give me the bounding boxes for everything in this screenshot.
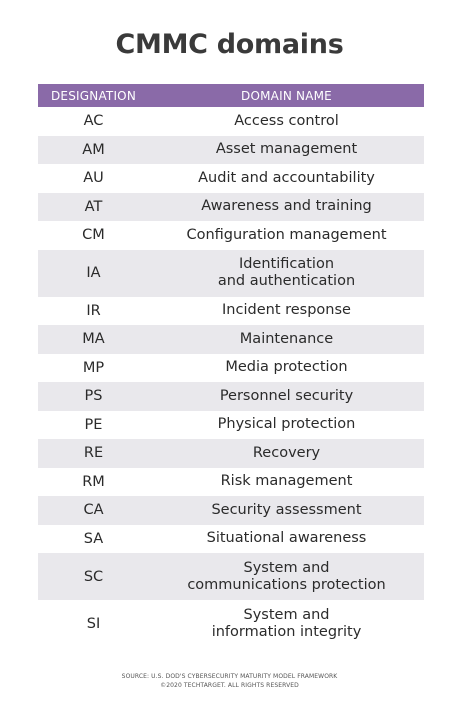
designation-cell: CA (83, 502, 104, 519)
source-note (0, 672, 459, 690)
domain-name-line: Incident response (222, 302, 351, 319)
domain-name-line: Maintenance (239, 330, 334, 347)
domain-name-line: communications protection (187, 576, 386, 593)
designation-cell: SC (83, 568, 104, 585)
domain-name-line: Configuration management (186, 226, 387, 243)
domain-name-cell (149, 302, 424, 319)
table-row (38, 250, 424, 297)
table-row (38, 439, 424, 468)
table-row (38, 411, 424, 440)
domain-name-cell (149, 198, 424, 215)
domain-name-line: Recovery (252, 444, 321, 461)
designation-cell: PE (84, 416, 103, 433)
designation-cell: IA (86, 265, 101, 281)
domain-name-cell (149, 256, 424, 290)
domain-name-cell (149, 473, 424, 490)
domain-name-cell (149, 141, 424, 158)
designation-cell: PS (84, 388, 103, 405)
table-row (38, 600, 424, 647)
designation-cell: IR (86, 302, 101, 319)
header-domain-name: DOMAIN NAME (241, 88, 332, 103)
designation-cell: AM (82, 141, 105, 158)
domain-name-line: Access control (234, 112, 339, 129)
table-row (38, 325, 424, 354)
designation-cell: MP (82, 359, 105, 376)
page-title: CMMC domains (115, 29, 344, 60)
table-body (38, 107, 424, 647)
domain-name-line: Situational awareness (206, 530, 367, 547)
designation-cell: SI (86, 615, 101, 632)
domain-name-cell (149, 416, 424, 433)
domain-name-cell (149, 170, 424, 187)
domain-name-cell (149, 331, 424, 348)
designation-cell: RE (83, 445, 104, 462)
designation-cell: MA (82, 331, 105, 348)
domain-name-line: System and (243, 606, 330, 623)
domain-name-line: Personnel security (219, 387, 354, 404)
table-row (38, 468, 424, 497)
domain-name-line: Awareness and training (201, 198, 372, 215)
domain-name-cell (149, 560, 424, 594)
domain-name-line: Audit and accountability (198, 169, 375, 186)
table-header (38, 84, 424, 107)
table-row (38, 107, 424, 136)
domain-name-cell (149, 502, 424, 519)
domain-name-line: information integrity (211, 623, 362, 640)
header-designation: DESIGNATION (50, 88, 137, 103)
domain-name-cell (149, 445, 424, 462)
designation-cell: AC (83, 113, 104, 130)
domain-name-line: Security assessment (211, 501, 362, 518)
table-row (38, 496, 424, 525)
table-row (38, 553, 424, 600)
table-row (38, 354, 424, 383)
domain-name-cell (149, 388, 424, 405)
domain-name-line: Asset management (215, 141, 358, 158)
domain-name-line: Risk management (220, 473, 353, 490)
table-row (38, 164, 424, 193)
designation-cell: AT (84, 198, 103, 215)
domain-name-cell (149, 113, 424, 130)
designation-cell: SA (83, 530, 104, 547)
copyright-text: ©2020 TECHTARGET. ALL RIGHTS RESERVED (160, 682, 299, 689)
designation-cell: CM (82, 227, 105, 244)
domain-name-cell (149, 359, 424, 376)
table-row (38, 136, 424, 165)
domain-name-cell (149, 607, 424, 641)
domain-name-line: Media protection (225, 359, 348, 376)
domain-name-line: Physical protection (217, 416, 356, 433)
table-row (38, 221, 424, 250)
designation-cell: RM (82, 473, 105, 490)
table-row (38, 525, 424, 554)
table-row (38, 193, 424, 222)
designation-cell: AU (83, 170, 104, 187)
domain-name-line: Identification (238, 256, 335, 272)
domains-table (38, 84, 424, 647)
source-text: SOURCE: U.S. DOD'S CYBERSECURITY MATURITY MODEL FRAMEWORK (121, 673, 338, 680)
domain-name-cell (149, 227, 424, 244)
table-row (38, 297, 424, 326)
table-row (38, 382, 424, 411)
domain-name-line: System and (243, 559, 330, 576)
domain-name-cell (149, 530, 424, 547)
domain-name-line: and authentication (217, 273, 356, 289)
